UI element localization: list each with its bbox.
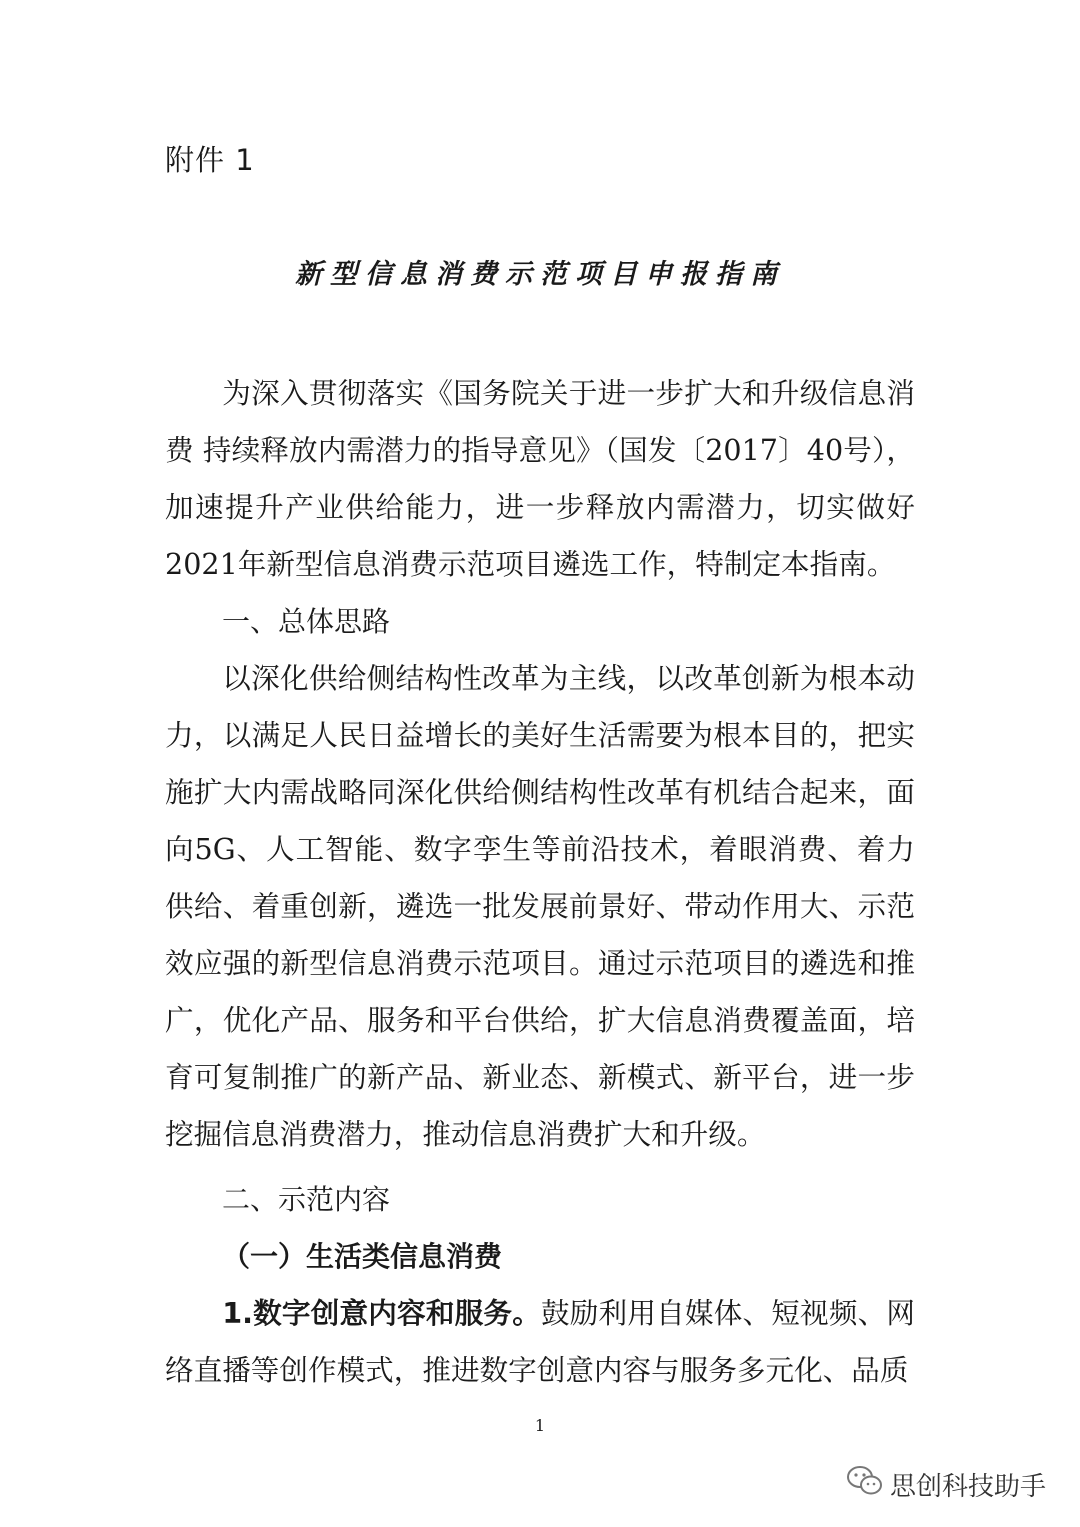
- intro-paragraph: 为深入贯彻落实《国务院关于进一步扩大和升级信息消费 持续释放内需潜力的指导意见》（国发〔2017〕40号），加速提升产业供给能力，进一步释放内需潜力，切实做好2021年新型信息消费示范项目遴选工作，特制定本指南。: [165, 376, 915, 581]
- watermark-text: 思创科技助手: [889, 1472, 1046, 1502]
- attachment-label: 附件 1: [165, 143, 255, 177]
- section2-heading: 二、示范内容: [222, 1183, 391, 1216]
- section1-heading: 一、总体思路: [222, 605, 391, 638]
- item1-paragraph: [165, 1285, 915, 1399]
- item1-lead: 1.数字创意内容和服务。: [222, 1296, 541, 1330]
- watermark: [846, 1465, 1046, 1504]
- item1-body: 鼓励利用自媒体、短视频、网络直播等创作模式，推进数字创意内容与服务多元化、品质: [165, 1296, 915, 1387]
- page-number: 1: [534, 1416, 546, 1435]
- document-body: [165, 365, 915, 1399]
- section1-paragraph: 以深化供给侧结构性改革为主线，以改革创新为根本动力，以满足人民日益增长的美好生活需要为根本目的，把实施扩大内需战略同深化供给侧结构性改革有机结合起来，面向5G、人工智能、数字孪生等前沿技术，着眼消费、着力供给、着重创新，遴选一批发展前景好、带动作用大、示范效应强的新型信息消费示范项目。通过示范项目的遴选和推广，优化产品、服务和平台供给，扩大信息消费覆盖面，培育可复制推广的新产品、新业态、新模式、新平台，进一步挖掘信息消费潜力，推动信息消费扩大和升级。: [165, 661, 915, 1151]
- subsection1-heading: （一）生活类信息消费: [222, 1240, 503, 1273]
- wechat-icon: [846, 1465, 884, 1504]
- document-title: 新型信息消费示范项目申报指南: [295, 259, 785, 290]
